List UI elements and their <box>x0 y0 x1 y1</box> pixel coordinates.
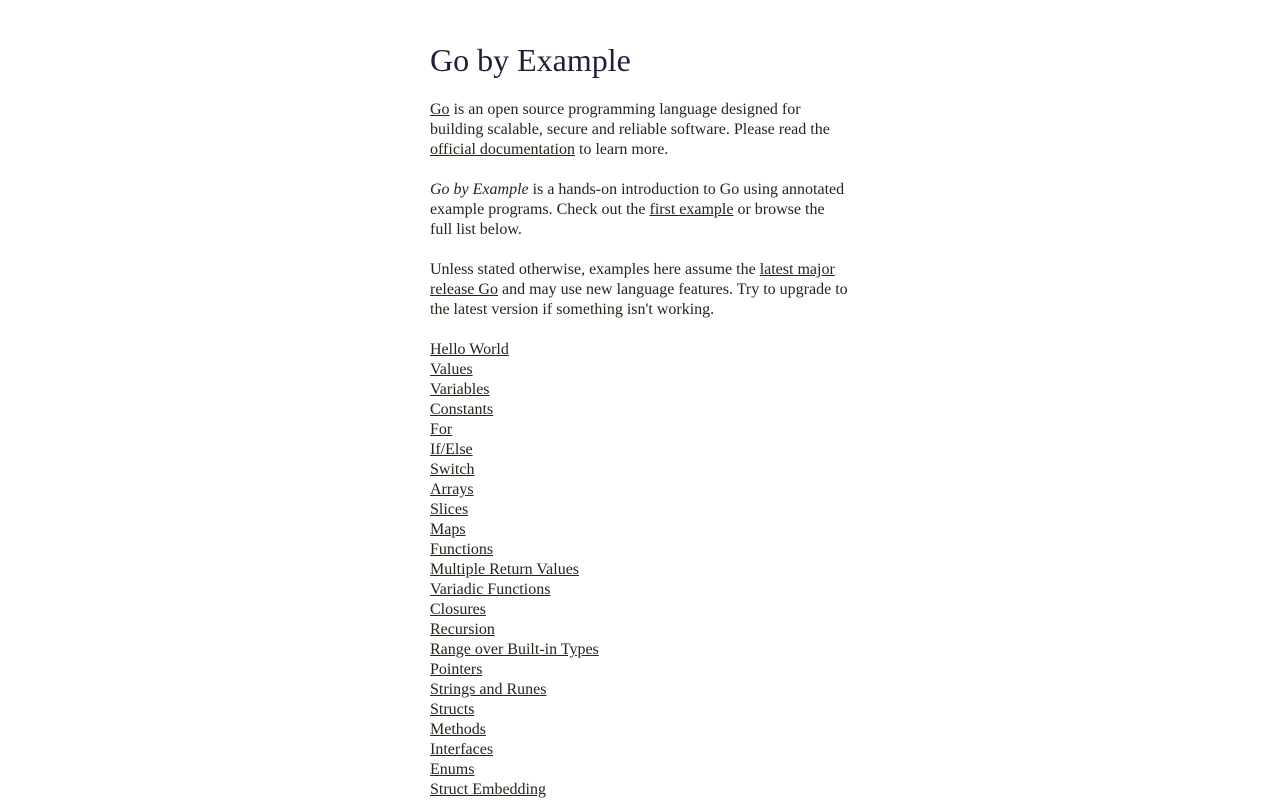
list-item <box>430 420 850 440</box>
example-link-variables[interactable]: Variables <box>430 381 490 398</box>
example-link-maps[interactable]: Maps <box>430 521 466 538</box>
list-item <box>430 340 850 360</box>
intro-text: is an open source programming language designed for building scalable, secure and reliable software. Please read the <box>430 101 830 138</box>
list-item <box>430 620 850 640</box>
example-link-switch[interactable]: Switch <box>430 461 475 478</box>
intro-paragraph-gobyexample <box>430 180 850 240</box>
list-item <box>430 640 850 660</box>
example-link-arrays[interactable]: Arrays <box>430 481 474 498</box>
list-item <box>430 560 850 580</box>
examples-list <box>430 340 850 800</box>
intro-text: and may use new language features. Try to upgrade to the latest version if something isn't working. <box>430 281 848 318</box>
example-link-if-else[interactable]: If/Else <box>430 441 473 458</box>
list-item <box>430 700 850 720</box>
example-link-constants[interactable]: Constants <box>430 401 494 418</box>
list-item <box>430 760 850 780</box>
intro-text: is a hands-on introduction to Go using annotated example programs. Check out the <box>430 181 845 218</box>
example-link-for[interactable]: For <box>430 421 453 438</box>
intro-text: to learn more. <box>575 141 669 158</box>
example-link-pointers[interactable]: Pointers <box>430 661 483 678</box>
list-item <box>430 580 850 600</box>
intro-paragraph-version <box>430 260 850 320</box>
example-link-struct-embedding[interactable]: Struct Embedding <box>430 781 546 798</box>
list-item <box>430 380 850 400</box>
list-item <box>430 780 850 800</box>
example-link-recursion[interactable]: Recursion <box>430 621 495 638</box>
list-item <box>430 660 850 680</box>
site-name-italic: Go by Example <box>430 181 529 198</box>
go-link[interactable]: Go <box>430 101 450 118</box>
example-link-methods[interactable]: Methods <box>430 721 486 738</box>
list-item <box>430 500 850 520</box>
list-item <box>430 460 850 480</box>
list-item <box>430 680 850 700</box>
example-link-structs[interactable]: Structs <box>430 701 475 718</box>
example-link-slices[interactable]: Slices <box>430 501 469 518</box>
example-link-strings-and-runes[interactable]: Strings and Runes <box>430 681 547 698</box>
list-item <box>430 600 850 620</box>
list-item <box>430 740 850 760</box>
list-item <box>430 720 850 740</box>
list-item <box>430 400 850 420</box>
example-link-variadic-functions[interactable]: Variadic Functions <box>430 581 551 598</box>
intro-text: or browse the full list below. <box>430 201 825 238</box>
example-link-functions[interactable]: Functions <box>430 541 494 558</box>
example-link-enums[interactable]: Enums <box>430 761 475 778</box>
intro-container <box>430 0 850 800</box>
example-link-hello-world[interactable]: Hello World <box>430 341 509 358</box>
list-item <box>430 480 850 500</box>
example-link-interfaces[interactable]: Interfaces <box>430 741 494 758</box>
intro-text: Unless stated otherwise, examples here assume the <box>430 261 760 278</box>
intro-paragraph-go <box>430 100 850 160</box>
page-title: Go by Example <box>430 42 631 78</box>
latest-release-link[interactable]: latest major release Go <box>430 261 835 298</box>
example-link-values[interactable]: Values <box>430 361 473 378</box>
list-item <box>430 360 850 380</box>
list-item <box>430 520 850 540</box>
list-item <box>430 440 850 460</box>
example-link-range-over-built-in-types[interactable]: Range over Built-in Types <box>430 641 599 658</box>
first-example-link[interactable]: first example <box>649 201 734 218</box>
example-link-closures[interactable]: Closures <box>430 601 486 618</box>
list-item <box>430 540 850 560</box>
example-link-multiple-return-values[interactable]: Multiple Return Values <box>430 561 580 578</box>
official-documentation-link[interactable]: official documentation <box>430 141 575 158</box>
